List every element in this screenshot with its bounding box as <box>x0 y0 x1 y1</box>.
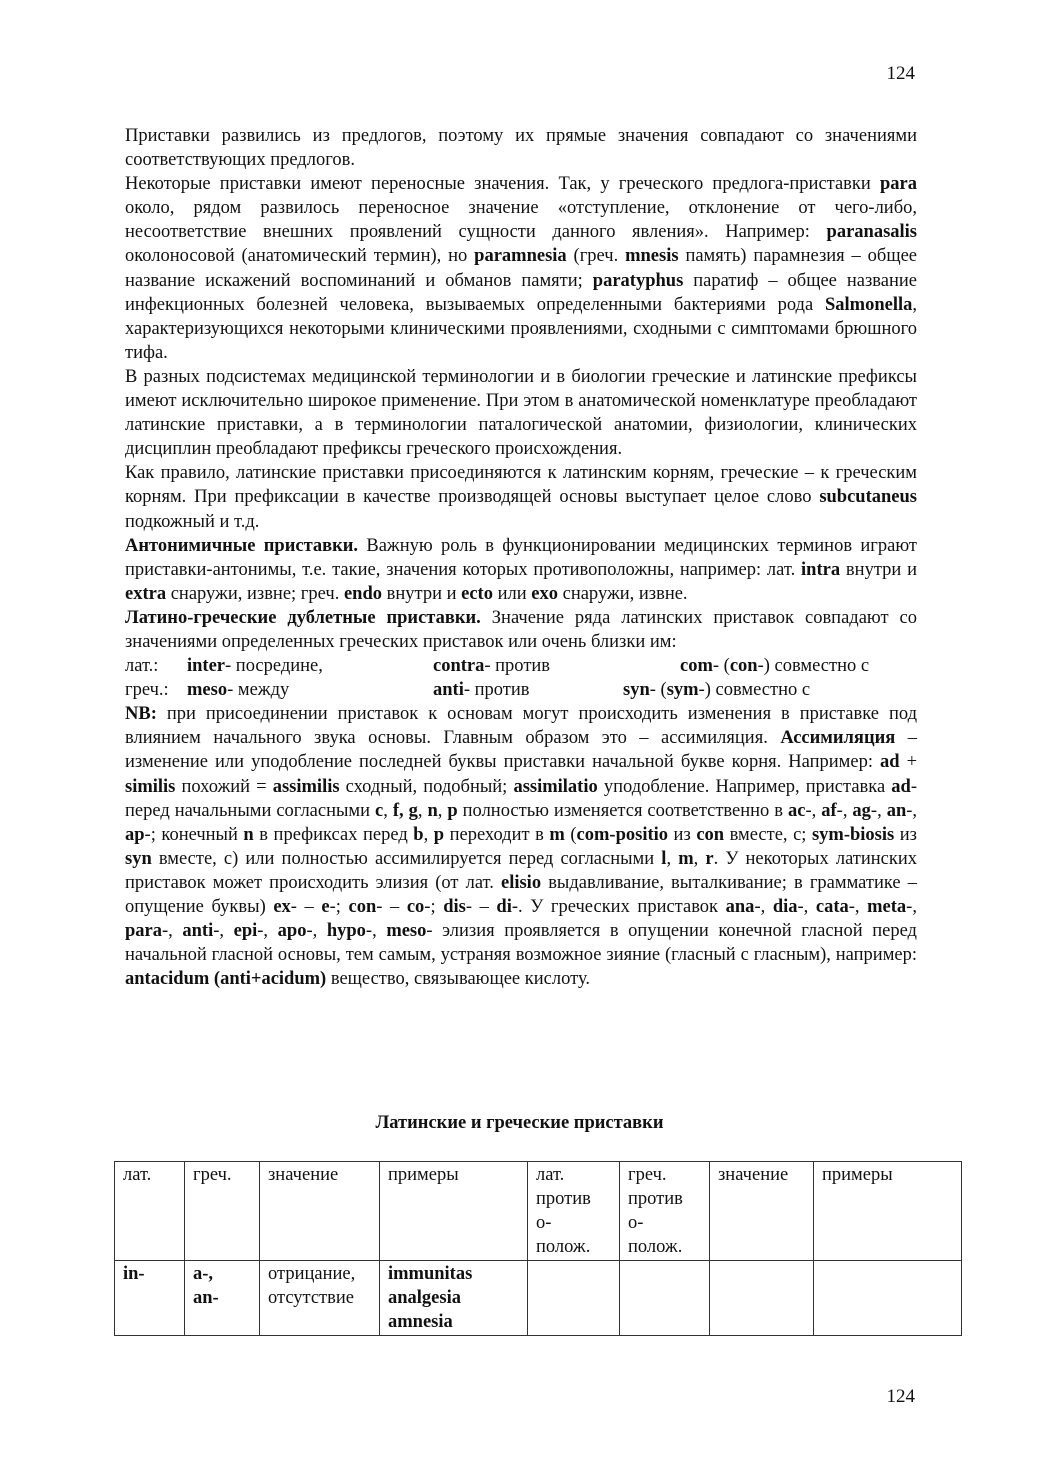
table-header-row <box>115 1162 962 1261</box>
header-cell: значение <box>260 1162 380 1261</box>
latin-pair-1: inter- посредине, <box>187 656 323 677</box>
header-cell: греч. <box>185 1162 260 1261</box>
greek-pair-3: syn- (sym-) совместно с <box>623 680 811 701</box>
page-number-top: 124 <box>886 63 915 84</box>
table-row <box>115 1261 962 1336</box>
table-cell <box>814 1261 962 1336</box>
paragraph-subsystems: В разных подсистемах медицинской терминологии и в биологии греческие и латинские префиксы имеют исключительно широкое применение. При этом в анатомической номенклатуре преобладают латинские приставки, а в терминологии паталогической анатомии, физиологии, клинических дисциплин преобладают префиксы греческого происхождения. <box>125 366 917 460</box>
header-cell: примеры <box>814 1162 962 1261</box>
latin-pair-3: com- (con-) совместно с <box>680 656 870 677</box>
table-cell: in- <box>115 1261 185 1336</box>
paragraph-doublet-prefixes: Латино-греческие дублетные приставки. Значение ряда латинских приставок совпадают со значениями определенных греческих приставок или очень близки им: <box>125 607 917 652</box>
greek-prefix-pairs <box>125 678 917 702</box>
prefixes-table <box>114 1161 962 1336</box>
greek-pair-2: anti- против <box>433 680 530 701</box>
header-cell: значение <box>710 1162 814 1261</box>
page-number-bottom: 124 <box>886 1386 915 1407</box>
greek-label: греч.: <box>125 680 169 701</box>
header-cell: примеры <box>380 1162 528 1261</box>
table-cell <box>710 1261 814 1336</box>
paragraph-prefix-attachment: Как правило, латинские приставки присоединяются к латинским корням, греческие – к греческим корням. При префиксации в качестве производящей основы выступает целое слово subcutaneus подкожный и т.д. <box>125 463 917 532</box>
table-title: Латинские и греческие приставки <box>375 1113 664 1133</box>
paragraph-antonym-prefixes: Антонимичные приставки. Важную роль в функционировании медицинских терминов играют приставки-антонимы, т.е. такие, значения которых противоположны, например: лат. intra внутри и extra снаружи, извне; греч. endo внутри и ecto или exo снаружи, извне. <box>125 535 917 604</box>
paragraph-nb-assimilation: NB: при присоединении приставок к основам могут происходить изменения в приставке под влиянием начального звука основы. Главным образом это – ассимиляция. Ассимиляция – изменение или уподобление последней буквы приставки начальной букве корня. Например: ad + similis похожий = assimilis сходный, подобный; assimilatio уподобление. Например, приставка ad- перед начальными согласными c, f, g, n, p полностью изменяется соответственно в ac-, af-, ag-, an-, ap-; конечный n в префиксах перед b, p переходит в m (com-positio из con вместе, с; sym-biosis из syn вместе, с) или полностью ассимилируется перед согласными l, m, r. У некоторых латинских приставок может происходить элизия (от лат. elisio выдавливание, выталкивание; в грамматике – опущение буквы) ex- – e-; con- – co-; dis- – di-. У греческих приставок ana-, dia-, cata-, meta-, para-, anti-, epi-, apo-, hypo-, meso- элизия проявляется в опущении конечной гласной перед начальной гласной основы, тем самым, устраняя возможное зияние (гласный с гласным), например: antacidum (anti+acidum) вещество, связывающее кислоту. <box>125 704 918 990</box>
table-cell: отрицание, отсутствие <box>260 1261 380 1336</box>
header-cell: лат. <box>115 1162 185 1261</box>
latin-pair-2: contra- против <box>433 656 551 677</box>
table-cell <box>620 1261 710 1336</box>
table-cell: a-, an- <box>185 1261 260 1336</box>
table-cell: immunitas analgesia amnesia <box>380 1261 528 1336</box>
header-cell: лат. против о- полож. <box>528 1162 620 1261</box>
paragraph-prefix-origin: Приставки развились из предлогов, поэтому их прямые значения совпадают со значениями соответствующих предлогов. <box>125 126 917 171</box>
greek-pair-1: meso- между <box>187 680 290 701</box>
paragraph-figurative-meanings: Некоторые приставки имеют переносные значения. Так, у греческого предлога-приставки para около, рядом развилось переносное значение «отступление, отклонение от чего-либо, несоответствие внешних проявлений сущности данного явления». Например: paranasalis околоносовой (анатомический термин), но paramnesia (греч. mnesis память) парамнезия – общее название искажений воспоминаний и обманов памяти; paratyphus паратиф – общее название инфекционных болезней человека, вызываемых определенными бактериями рода Salmonella, характеризующихся некоторыми клиническими проявлениями, сходными с симптомами брюшного тифа. <box>125 174 917 363</box>
header-cell: греч. против о- полож. <box>620 1162 710 1261</box>
document-body <box>125 124 917 991</box>
table-cell <box>528 1261 620 1336</box>
latin-prefix-pairs <box>125 654 917 678</box>
latin-label: лат.: <box>125 656 159 677</box>
